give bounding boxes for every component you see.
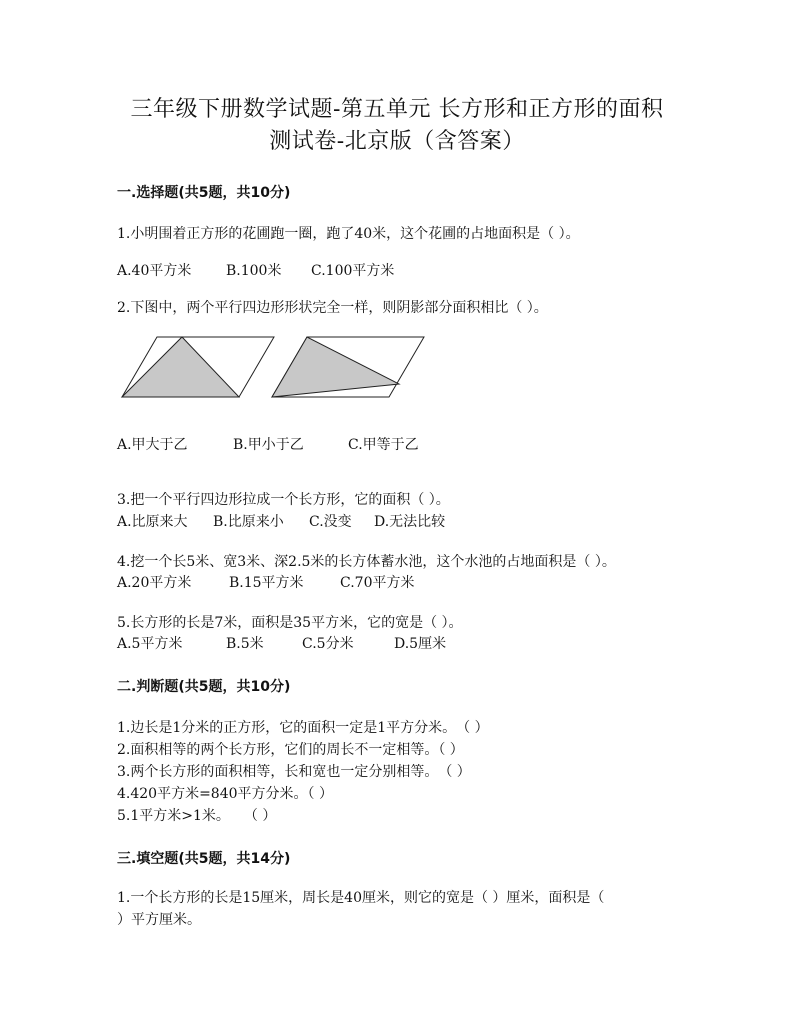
question-5-stem: 5.长方形的长是7米，面积是35平方米，它的宽是（ ）。 [117,615,463,631]
section-heading-fill: 三.填空题(共5题，共14分) [117,851,291,867]
question-3-stem: 3.把一个平行四边形拉成一个长方形，它的面积（ ）。 [117,492,450,508]
q2-option-a: A.甲大于乙 [117,437,188,453]
q4-option-a: A.20平方米 [117,575,192,591]
judge-item: 1.边长是1分米的正方形，它的面积一定是1平方分米。 （ ） [117,720,489,736]
q4-option-b: B.15平方米 [229,575,304,591]
section-heading-choice: 一.选择题(共5题，共10分) [117,185,291,201]
q3-option-a: A.比原来大 [117,514,188,530]
page-title-line-2: 测试卷-北京版（含答案） [269,129,525,154]
judge-item: 2.面积相等的两个长方形，它们的周长不一定相等。（ ） [117,742,464,758]
judge-item: 3.两个长方形的面积相等，长和宽也一定分别相等。 （ ） [117,764,471,780]
q5-option-a: A.5平方米 [117,636,183,652]
fill-question-1-line-1: 1.一个长方形的长是15厘米，周长是40厘米，则它的宽是（ ）厘米，面积是（ [117,890,605,906]
q5-option-d: D.5厘米 [394,636,447,652]
q2-option-b: B.甲小于乙 [233,437,304,453]
q3-option-d: D.无法比较 [374,514,446,530]
parallelogram-jia [122,337,274,397]
q4-option-c: C.70平方米 [340,575,415,591]
question-1-stem: 1.小明围着正方形的花圃跑一圈，跑了40米，这个花圃的占地面积是（ ）。 [117,226,580,242]
q3-option-b: B.比原来小 [213,514,284,530]
parallelogram-yi [272,337,424,397]
judge-item: 4.420平方米=840平方分米。（ ） [117,786,333,802]
page-title-line-1: 三年级下册数学试题-第五单元 长方形和正方形的面积 [130,97,664,122]
q2-option-c: C.甲等于乙 [348,437,419,453]
q3-option-c: C.没变 [309,514,352,530]
fill-question-1-line-2: ）平方厘米。 [117,912,201,928]
q5-option-c: C.5分米 [302,636,354,652]
question-2-stem: 2.下图中，两个平行四边形形状完全一样，则阴影部分面积相比（ ）。 [117,300,548,316]
section-heading-judge: 二.判断题(共5题，共10分) [117,679,291,695]
question-4-stem: 4.挖一个长5米、宽3米、深2.5米的长方体蓄水池，这个水池的占地面积是（ ）。 [117,554,616,570]
judge-item: 5.1平方米>1米。 （ ） [117,808,277,824]
q1-option-b: B.100米 [226,263,282,279]
q1-option-c: C.100平方米 [311,263,395,279]
q5-option-b: B.5米 [226,636,264,652]
q1-option-a: A.40平方米 [117,263,192,279]
parallelogram-figure [117,332,429,400]
